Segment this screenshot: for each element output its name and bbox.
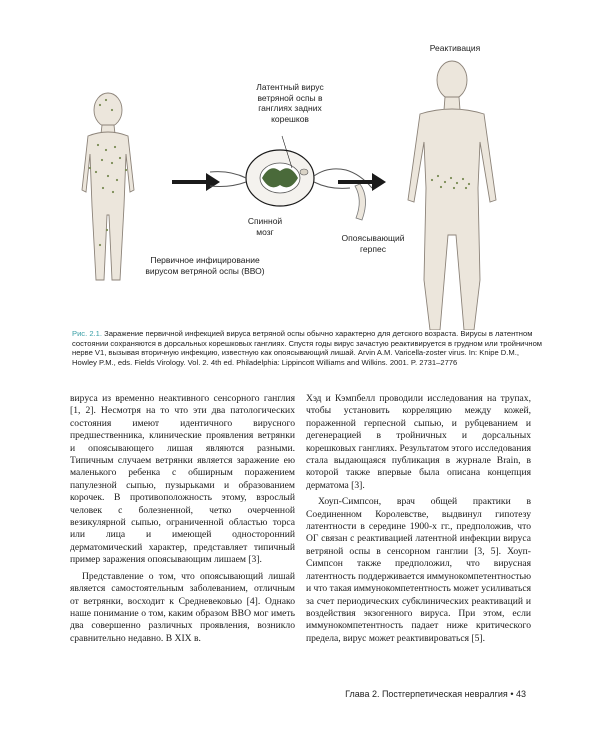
- paragraph: Хоуп-Симпсон, врач общей практики в Соединенном Королевстве, выдвинул гипотезу латентности в середине 1900-х гг., предположив, что ОГ связан с реактивацией латентной инфекции вируса ветряной оспы в сенсорном ганглии [3, 5]. Хоуп-Симпсон также предположил, что вирусная латентность поддерживается иммунокомпетентностью и что такая иммунокомпетентность может усиливаться за счет периодических субклинических реактиваций и воздействия экзогенного вируса. При этом, если иммунокомпетентность падает ниже критического предела, вирус может реактивироваться [5].: [306, 496, 531, 644]
- caption-text: Заражение первичной инфекцией вируса ветряной оспы обычно характерно для детского возраста. Вирусы в латентном состоянии сохраняются в дорсальных корешковых ганглиях. Спустя годы вирус зачастую реактивируется в грудном или тройничном нерве V1, вызывая вторичную инфекцию, известную как опоясывающий лишай. Arvin A.M. Varicella-zoster virus. In: Knipe D.M., Howley P.M., eds. Fields Virology. Vol. 2. 4th ed. Philadelphia: Lippincott Williams and Wilkins. 2001. P. 2731–2776: [72, 329, 543, 368]
- paragraph: Представление о том, что опоясывающий лишай является самостоятельным заболеванием, отличным от ветрянки, восходит к Средневековью [4]. Однако наше понимание о том, каким образом ВВО мог иметь два совершенно различных проявления, возникло сравнительно недавно. В XIX в.: [70, 570, 295, 644]
- figure-caption: [72, 329, 542, 368]
- figure: [60, 30, 540, 330]
- text-column-left: [70, 393, 295, 645]
- text-column-right: [306, 393, 531, 645]
- arrow-right-1: [172, 173, 220, 191]
- label-latent-virus: Латентный вирус ветряной оспы в ганглиях задних корешков: [256, 82, 324, 124]
- page-number: 43: [515, 689, 526, 699]
- page-footer: [300, 689, 526, 699]
- spinal-cord-section: [210, 136, 372, 220]
- label-herpes-zoster: Опоясывающий герпес: [341, 233, 405, 254]
- paragraph: вируса из временно неактивного сенсорного ганглия [1, 2]. Несмотря на то что эти два патологических состояния имеют идентичного вирусного предшественника, клинические проявления ветрянки и опоясывающего лишая являются разными. Типичным случаем ветрянки является заражение ею маленького ребенка с обширным поражением папулезной сыпью, пузырьками и образованием корочек. В противоположность этому, взрослый человек с болезненной, четко очерченной везикулярной сыпью, ограниченной областью торса или лица и имеющей односторонний дерматомический характер, представляет типичный пример заражения опоясывающим лишаем [3].: [70, 393, 295, 566]
- child-figure: [82, 93, 134, 280]
- chapter-title: Глава 2. Постгерпетическая невралгия: [345, 689, 508, 699]
- paragraph: Хэд и Кэмпбелл проводили исследования на трупах, чтобы установить корреляцию между кожей, пораженной герпесной сыпью, и рубцеванием и дегенерацией в тройничных и дорсальных корешковых ганглиях. Результатом этого исследования стала выдающаяся публикация в журнале Brain, в которой также впервые была описана концепция дерматома [3].: [306, 393, 531, 491]
- figure-illustration: [60, 30, 540, 330]
- label-primary-infection: Первичное инфицирование вирусом ветряной оспы (ВВО): [145, 255, 265, 276]
- adult-figure: [408, 61, 496, 330]
- caption-label: Рис. 2.1.: [72, 329, 102, 338]
- label-spinal-cord: Спинной мозг: [247, 216, 283, 237]
- label-reactivation: Реактивация: [429, 43, 481, 53]
- footer-bullet: •: [510, 689, 514, 699]
